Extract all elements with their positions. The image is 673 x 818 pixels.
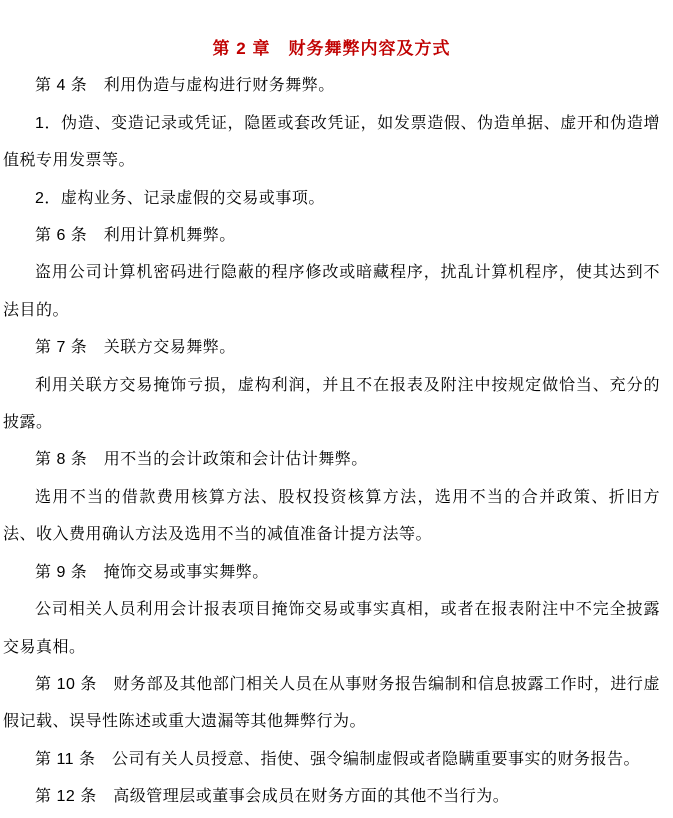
para-article-7-body: 利用关联方交易掩饰亏损，虚构利润，并且不在报表及附注中按规定做恰当、充分的披露。 — [3, 376, 660, 432]
para-article-12: 第 12 条 高级管理层或董事会成员在财务方面的其他不当行为。 — [35, 788, 510, 806]
para-article-9-heading: 第 9 条 掩饰交易或事实舞弊。 — [35, 563, 269, 581]
para-article-6-heading: 第 6 条 利用计算机舞弊。 — [35, 227, 236, 245]
para-item-2: 2．虚构业务、记录虚假的交易或事项。 — [35, 189, 325, 207]
para-article-8-heading: 第 8 条 用不当的会计政策和会计估计舞弊。 — [35, 451, 368, 469]
para-article-11: 第 11 条 公司有关人员授意、指使、强令编制虚假或者隐瞒重要事实的财务报告。 — [35, 750, 641, 768]
para-article-9-body: 公司相关人员利用会计报表项目掩饰交易或事实真相，或者在报表附注中不完全披露交易真相。 — [3, 601, 660, 656]
para-item-1: 1．伪造、变造记录或凭证，隐匿或套改凭证，如发票造假、伪造单据、虚开和伪造增值税专用发票等。 — [3, 114, 660, 170]
para-article-10: 第 10 条 财务部及其他部门相关人员在从事财务报告编制和信息披露工作时，进行虚假记载、误导性陈述或重大遗漏等其他舞弊行为。 — [3, 675, 660, 731]
chapter-title: 第 2 章 财务舞弊内容及方式 — [212, 39, 451, 58]
para-article-4-heading: 第 4 条 利用伪造与虚构进行财务舞弊。 — [35, 77, 335, 95]
para-article-7-heading: 第 7 条 关联方交易舞弊。 — [35, 339, 236, 357]
para-article-8-body: 选用不当的借款费用核算方法、股权投资核算方法，选用不当的合并政策、折旧方法、收入费用确认方法及选用不当的减值准备计提方法等。 — [3, 488, 660, 544]
para-article-6-body: 盗用公司计算机密码进行隐蔽的程序修改或暗藏程序，扰乱计算机程序，使其达到不法目的。 — [3, 264, 660, 319]
